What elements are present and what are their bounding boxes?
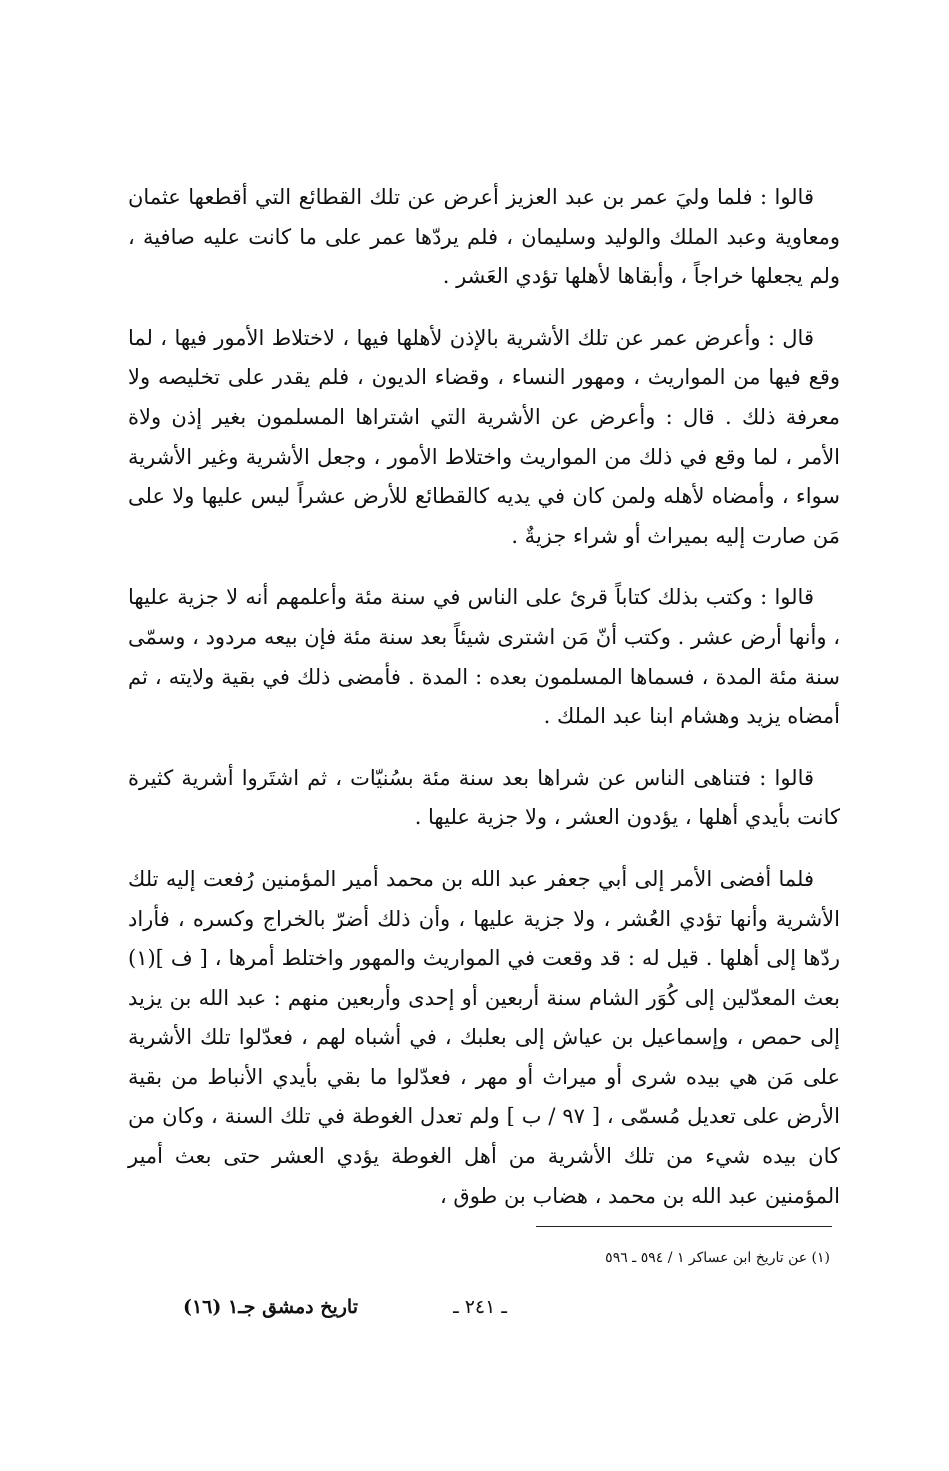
paragraph-3: قالوا : وكتب بذلك كتاباً قرئ على الناس في سنة مئة وأعلمهم أنه لا جزية عليها ، وأنها أرض عشر . وكتب أنّ مَن اشترى شيئاً بعد سنة مئة فإن بيعه مردود ، وسمّى سنة مئة المدة ، فسماها المسلمون بعده : المدة . فأمضى ذلك في بقية ولايته ، ثم أمضاه يزيد وهشام ابنا عبد الملك . — [128, 585, 840, 729]
page-number: ـ ٢٤١ ـ — [453, 1296, 507, 1318]
paragraph-4: قالوا : فتناهى الناس عن شراها بعد سنة مئة بسُنيّات ، ثم اشتَروا أشرية كثيرة كانت بأيدي أهلها ، يؤدون العشر ، ولا جزية عليها . — [128, 765, 840, 830]
footnote: (١) عن تاريخ ابن عساكر ١ / ٥٩٤ ـ ٥٩٦ — [605, 1250, 830, 1266]
footnote-separator — [536, 1226, 832, 1227]
paragraph-5: فلما أفضى الأمر إلى أبي جعفر عبد الله بن محمد أمير المؤمنين رُفعت إليه تلك الأشرية وأنها تؤدي العُشر ، ولا جزية عليها ، وأن ذلك أضرّ بالخراج وكسره ، فأراد ردّها إلى أهلها . قيل له : قد وقعت في المواريث والمهور واختلط أمرها ، [ ف ](١) بعث المعدّلين إلى كُوَر الشام سنة أربعين أو إحدى وأربعين منهم : عبد الله بن يزيد إلى حمص ، وإسماعيل بن عياش إلى بعلبك ، في أشباه لهم ، فعدّلوا تلك الأشرية على مَن هي بيده شرى أو ميراث أو مهر ، فعدّلوا ما بقي بأيدي الأنباط من بقية الأرض على تعديل مُسمّى ، [ ٩٧ / ب ] ولم تعدل الغوطة في تلك السنة ، وكان من كان بيده شيء من تلك الأشرية من أهل الغوطة يؤدي العشر حتى بعث أمير المؤمنين عبد الله بن محمد ، هضاب بن طوق ، — [128, 866, 840, 1208]
paragraph-2: قال : وأعرض عمر عن تلك الأشرية بالإذن لأهلها فيها ، لاختلاط الأمور فيها ، لما وقع فيها من المواريث ، ومهور النساء ، وقضاء الديون ، فلم يقدر على تخليصه ولا معرفة ذلك . قال : وأعرض عن الأشرية التي اشتراها المسلمون بغير إذن ولاة الأمر ، لما وقع في ذلك من المواريث واختلاط الأمور ، وجعل الأشرية وغير الأشرية سواء ، وأمضاه لأهله ولمن كان في يديه كالقطائع للأرض عشراً ليس عليها ولا على مَن صارت إليه بميراث أو شراء جزيةٌ . — [128, 325, 840, 548]
running-footer-title: تاريخ دمشق جـ١ (١٦) — [182, 1296, 358, 1318]
main-text — [128, 178, 840, 1238]
paragraph-1: قالوا : فلما وليَ عمر بن عبد العزيز أعرض عن تلك القطائع التي أقطعها عثمان ومعاوية وعبد الملك والوليد وسليمان ، فلم يردّها عمر على ما كانت عليه صافية ، ولم يجعلها خراجاً ، وأبقاها لأهلها تؤدي العَشر . — [128, 185, 840, 289]
